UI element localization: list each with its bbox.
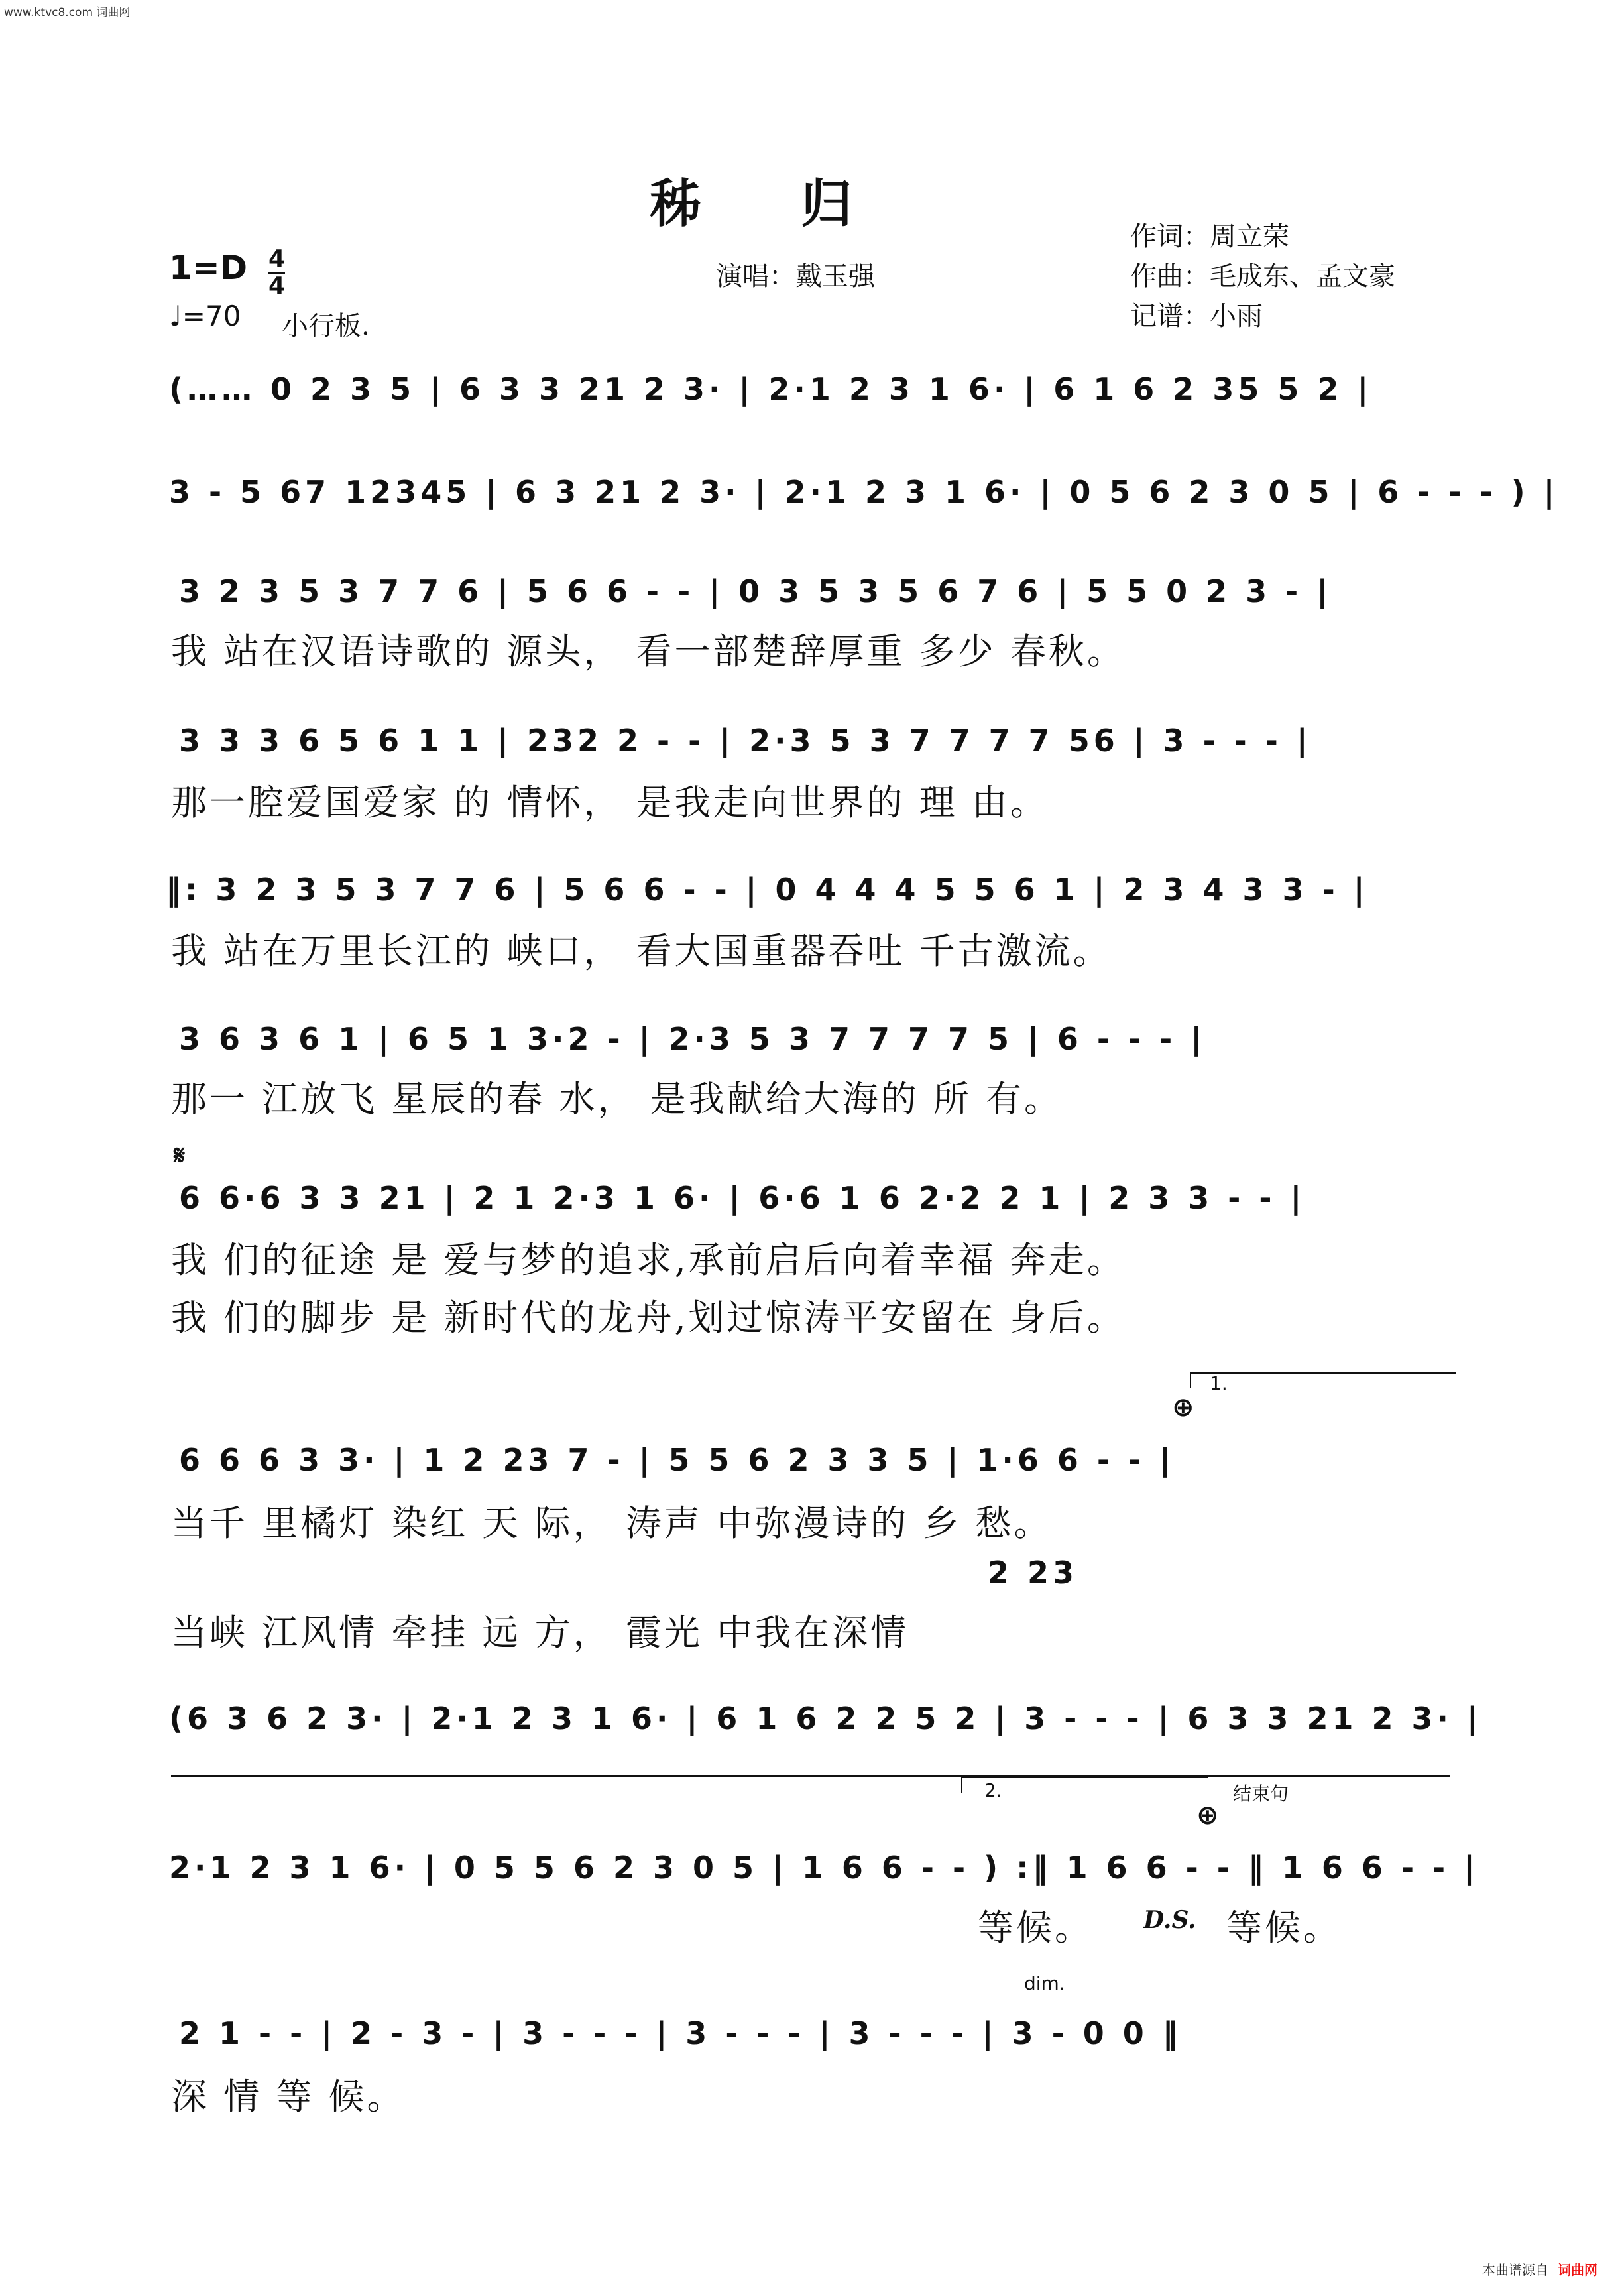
ds-mark: D.S.: [1143, 1906, 1196, 1934]
footer: [1482, 2259, 1597, 2279]
volta-1-label: 1.: [1210, 1372, 1228, 1394]
score-row-8: 6 6 6 3 3· | 1 2 23 7 - | 5 5 6 2 3 3 5 | 1·6 6 - - |: [179, 1442, 1175, 1478]
left-margin-strip: [0, 27, 15, 2257]
score-row-9: (6 3 6 2 3· | 2·1 2 3 1 6· | 6 1 6 2 2 5 2 | 3 - - - | 6 3 3 21 2 3· |: [169, 1701, 1482, 1736]
lyric-row-8a: 当千 里橘灯 染红 天 际， 涛声 中弥漫诗的 乡 愁。: [171, 1502, 1053, 1544]
tempo-mark: ♩=70: [169, 300, 241, 332]
right-margin-strip: [1609, 27, 1624, 2257]
volta-1-bracket: [1190, 1372, 1456, 1388]
alt-notes-row-8: 2 23: [988, 1555, 1078, 1591]
score-row-7: 6 6·6 3 3 21 | 2 1 2·3 1 6· | 6·6 1 6 2·2 2 1 | 2 3 3 - - |: [179, 1180, 1306, 1216]
lyric-row-3: 我 站在汉语诗歌的 源头， 看一部楚辞厚重 多少 春秋。: [171, 631, 1126, 672]
lyricist-credit: 作词：周立荣: [1130, 221, 1289, 252]
lyric-row-8b: 当峡 江风情 牵挂 远 方， 霞光 中我在深情: [171, 1612, 909, 1653]
system-divider: [171, 1775, 1450, 1777]
singer-credit: 演唱：戴玉强: [716, 261, 875, 292]
score-row-3: 3 2 3 5 3 7 7 6 | 5 6 6 - - | 0 3 5 3 5 6 7 6 | 5 5 0 2 3 - |: [179, 573, 1332, 609]
site-url: www.ktvc8.com 词曲网: [4, 6, 131, 19]
segno-sign: 𝄋: [174, 1140, 186, 1171]
tempo-text: 小行板.: [282, 311, 370, 341]
score-row-6: 3 6 3 6 1 | 6 5 1 3·2 - | 2·3 5 3 7 7 7 7 5 | 6 - - - |: [179, 1021, 1206, 1057]
score-row-1: (…… 0 2 3 5 | 6 3 3 21 2 3· | 2·1 2 3 1 6· | 6 1 6 2 35 5 2 |: [169, 371, 1373, 407]
footer-source: 本曲谱源自: [1482, 2262, 1548, 2278]
lyric-row-7b: 我 们的脚步 是 新时代的龙舟,划过惊涛平安留在 身后。: [171, 1297, 1126, 1339]
score-row-10: 2·1 2 3 1 6· | 0 5 5 6 2 3 0 5 | 1 6 6 - - ) :‖ 1 6 6 - - ‖ 1 6 6 - - |: [169, 1850, 1479, 1886]
lyric-row-4: 那一腔爱国爱家 的 情怀， 是我走向世界的 理 由。: [171, 782, 1049, 823]
time-signature: [268, 247, 285, 299]
time-bottom: 4: [268, 272, 286, 300]
time-top: 4: [268, 245, 286, 272]
score-row-11: 2 1 - - | 2 - 3 - | 3 - - - | 3 - - - | 3 - - - | 3 - 0 0 ‖: [179, 2015, 1182, 2051]
lyric-row-7a: 我 们的征途 是 爱与梦的追求,承前启后向着幸福 奔走。: [171, 1239, 1126, 1281]
transcriber-credit: 记谱：小雨: [1130, 301, 1263, 331]
key-signature: 1=D: [169, 249, 248, 287]
lyric-row-10b: 等候。: [1226, 1907, 1342, 1949]
lyric-row-10a: 等候。: [978, 1907, 1093, 1949]
dim-mark: dim.: [1024, 1972, 1065, 1994]
footer-logo[interactable]: 词曲网: [1558, 2262, 1597, 2278]
coda-sign-1: ⊕: [1172, 1392, 1194, 1423]
song-title: 秭归: [650, 174, 953, 234]
composer-credit: 作曲：毛成东、孟文豪: [1130, 261, 1395, 292]
lyric-row-5: 我 站在万里长江的 峡口， 看大国重器吞吐 千古激流。: [171, 930, 1112, 972]
volta-2-label: 2.: [984, 1779, 1002, 1801]
score-row-5: ‖: 3 2 3 5 3 7 7 6 | 5 6 6 - - | 0 4 4 4 5 5 6 1 | 2 3 4 3 3 - |: [166, 872, 1369, 908]
ending-label: 结束句: [1233, 1783, 1289, 1805]
lyric-row-6: 那一 江放飞 星辰的春 水， 是我献给大海的 所 有。: [171, 1078, 1063, 1120]
score-row-2: 3 - 5 67 12345 | 6 3 21 2 3· | 2·1 2 3 1 6· | 0 5 6 2 3 0 5 | 6 - - - ) |: [169, 474, 1559, 510]
score-row-4: 3 3 3 6 5 6 1 1 | 232 2 - - | 2·3 5 3 7 7 7 7 56 | 3 - - - |: [179, 723, 1312, 758]
coda-sign-2: ⊕: [1196, 1800, 1219, 1831]
lyric-row-11: 深 情 等 候。: [171, 2076, 406, 2118]
